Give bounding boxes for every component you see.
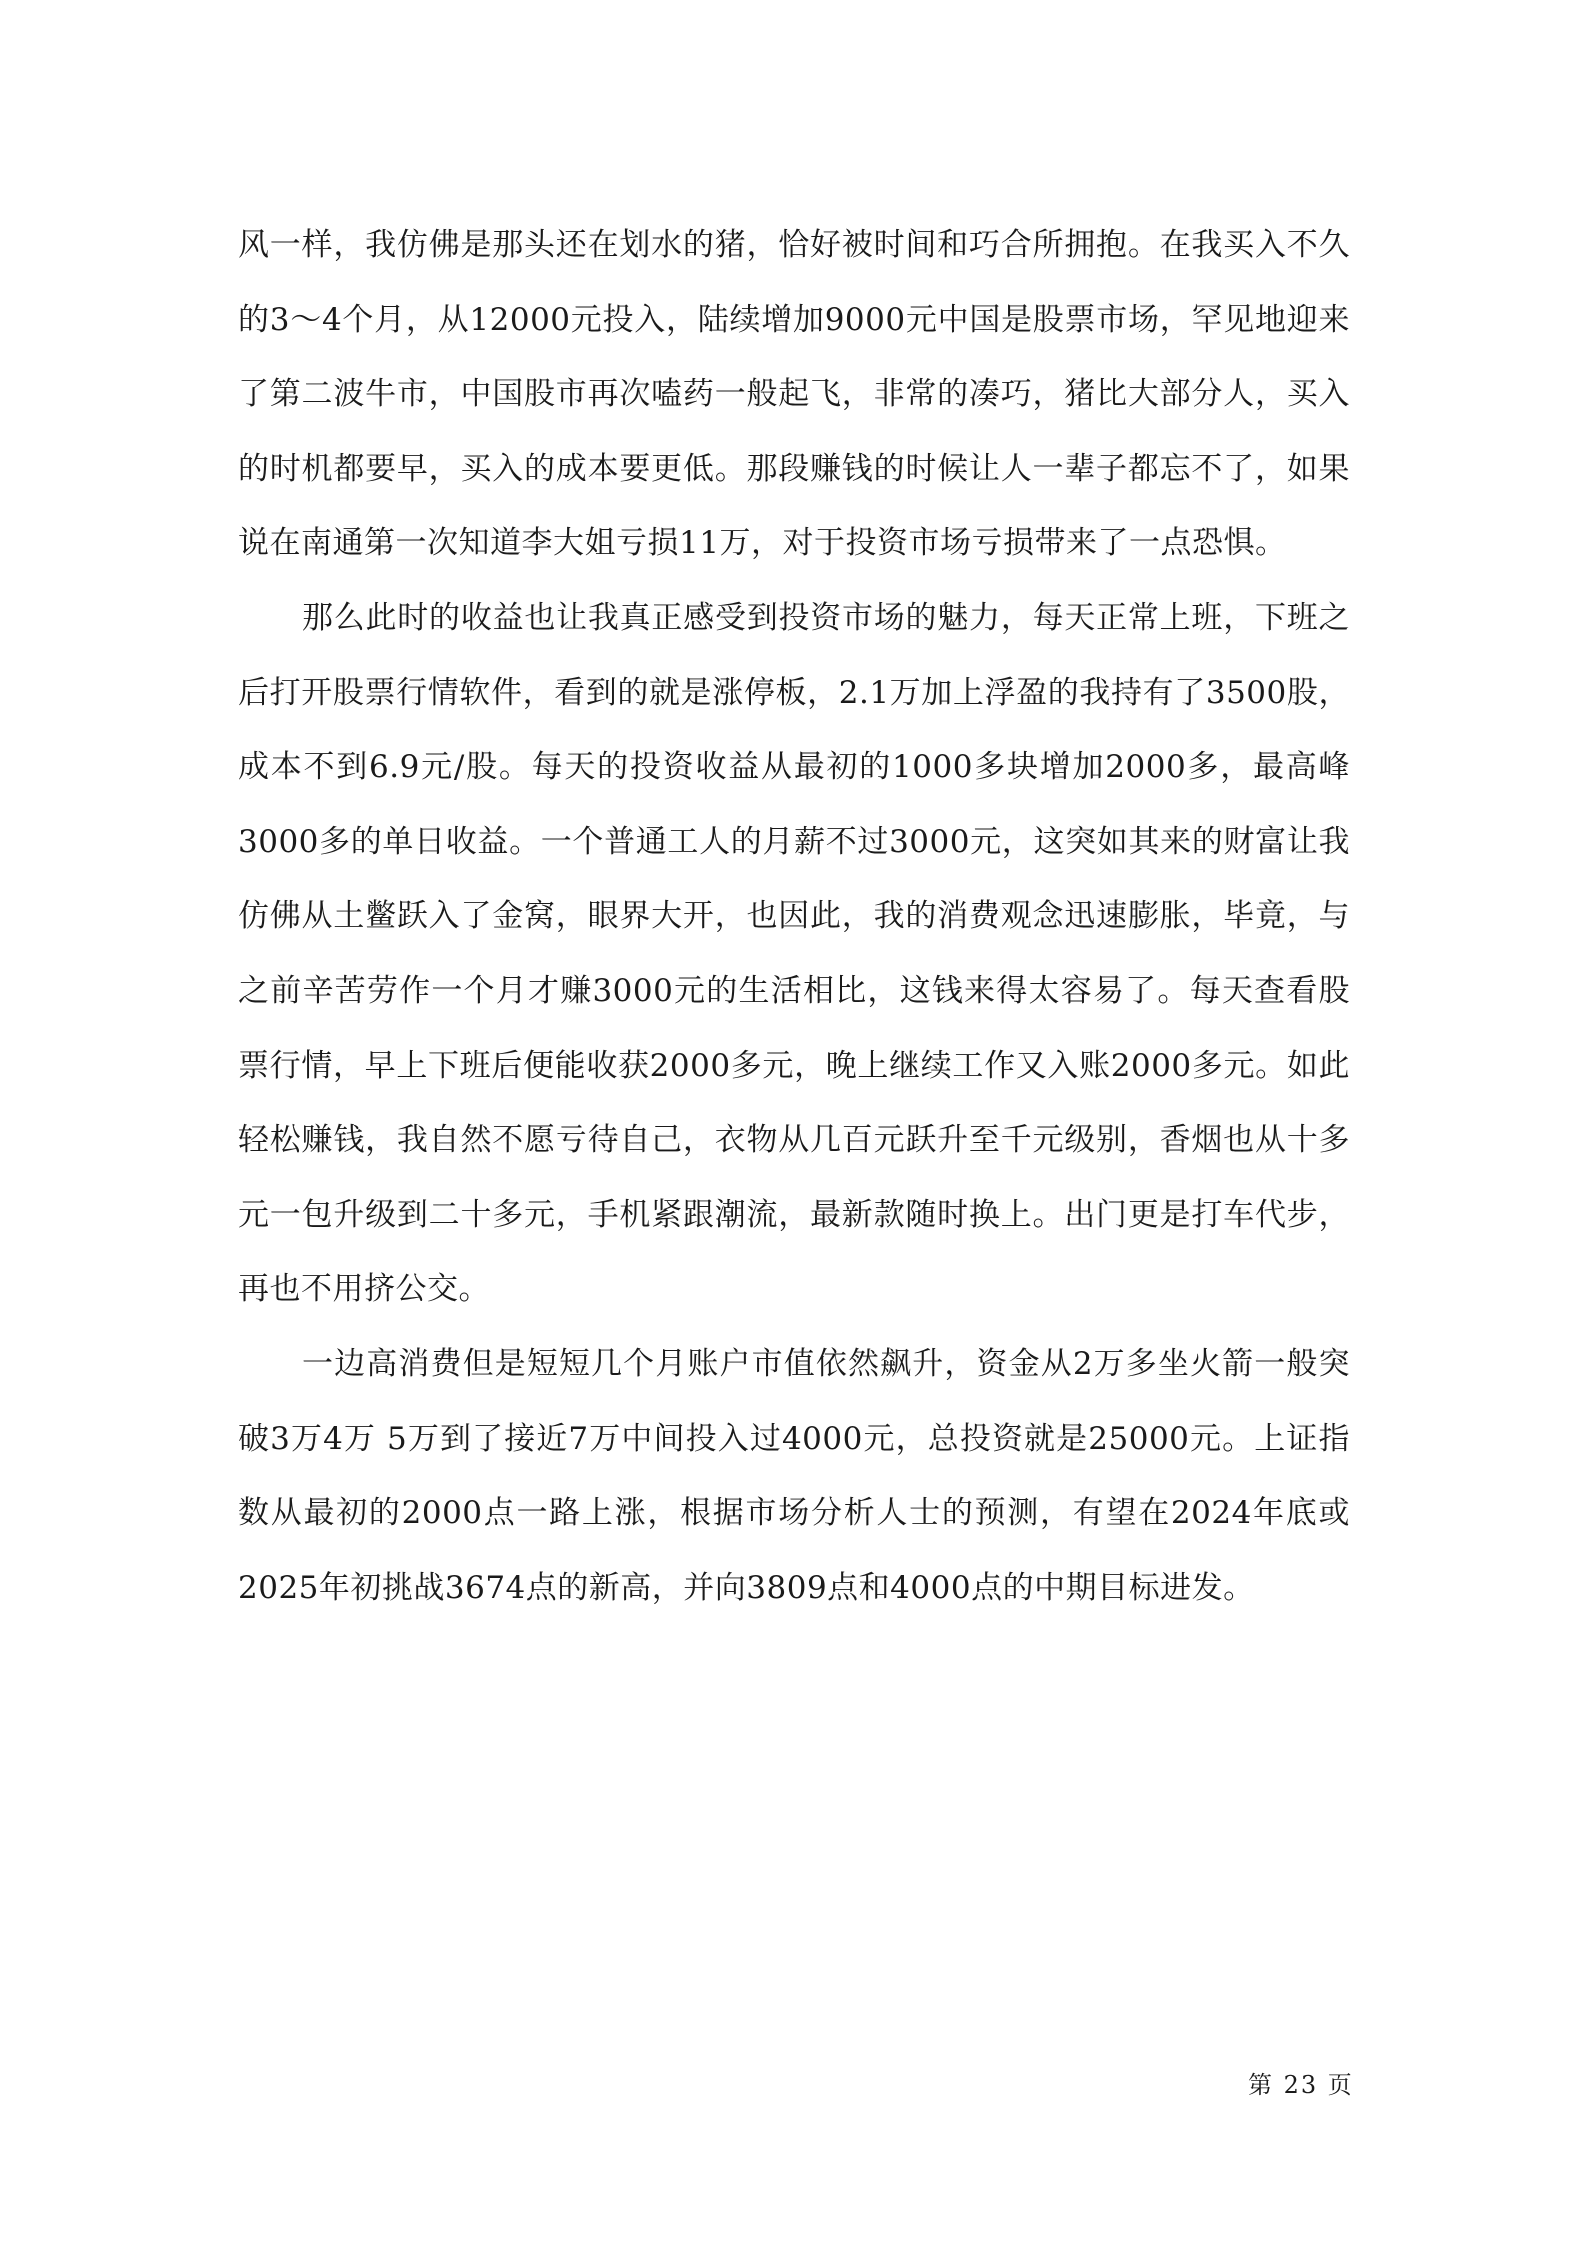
paragraph-2: 那么此时的收益也让我真正感受到投资市场的魅力，每天正常上班，下班之后打开股票行情软件，看到的就是涨停板，2.1万加上浮盈的我持有了3500股，成本不到6.9元/股。每天的投资收益从最初的1000多块增加2000多，最高峰3000多的单日收益。一个普通工人的月薪不过3000元，这突如其来的财富让我仿佛从土鳖跃入了金窝，眼界大开，也因此，我的消费观念迅速膨胀，毕竟，与之前辛苦劳作一个月才赚3000元的生活相比，这钱来得太容易了。每天查看股票行情，早上下班后便能收获2000多元，晚上继续工作又入账2000多元。如此轻松赚钱，我自然不愿亏待自己，衣物从几百元跃升至千元级别，香烟也从十多元一包升级到二十多元，手机紧跟潮流，最新款随时换上。出门更是打车代步，再也不用挤公交。 — [238, 599, 1350, 1308]
page-number-footer: 第 23 页 — [1248, 2071, 1354, 2099]
paragraph-1: 风一样，我仿佛是那头还在划水的猪，恰好被时间和巧合所拥抱。在我买入不久的3～4个月，从12000元投入，陆续增加9000元中国是股票市场，罕见地迎来了第二波牛市，中国股市再次嗑药一般起飞，非常的凑巧，猪比大部分人，买入的时机都要早，买入的成本要更低。那段赚钱的时候让人一辈子都忘不了，如果说在南通第一次知道李大姐亏损11万，对于投资市场亏损带来了一点恐惧。 — [238, 227, 1350, 562]
document-body — [238, 208, 1350, 1625]
paragraph-3: 一边高消费但是短短几个月账户市值依然飙升，资金从2万多坐火箭一般突破3万4万 5万到了接近7万中间投入过4000元，总投资就是25000元。上证指数从最初的2000点一路上涨，根据市场分析人士的预测，有望在2024年底或2025年初挑战3674点的新高，并向3809点和4000点的中期目标进发。 — [238, 1345, 1350, 1606]
